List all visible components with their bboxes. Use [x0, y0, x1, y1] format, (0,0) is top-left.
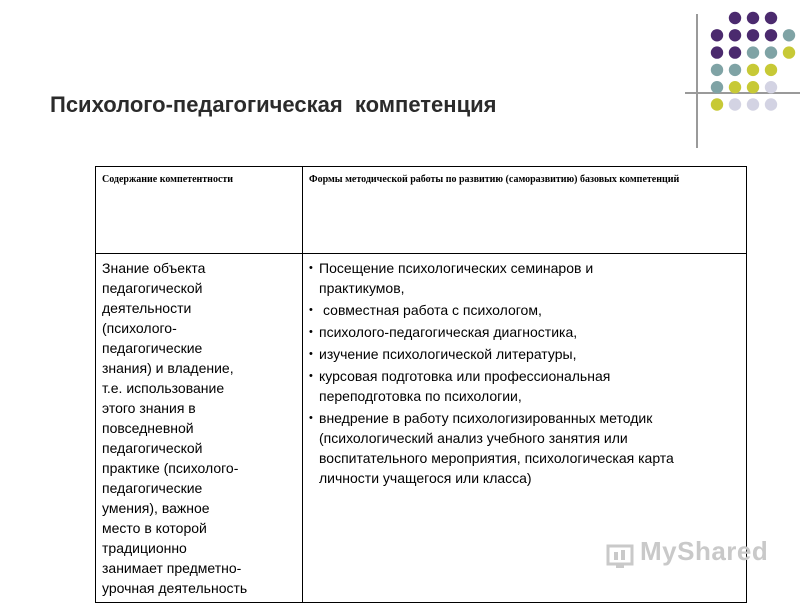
decor-dot	[747, 46, 759, 58]
list-item-line: (психологический анализ учебного занятия или	[319, 430, 628, 446]
list-item-line: • Посещение психологических семинаров и	[319, 260, 594, 276]
header-content: Содержание компетентности	[96, 167, 303, 254]
content-line: педагогические	[102, 480, 203, 496]
competence-content-cell	[96, 254, 303, 603]
decor-dot	[747, 29, 759, 41]
competence-content-text	[102, 258, 296, 598]
decor-dot	[747, 64, 759, 76]
decor-dot	[711, 29, 723, 41]
list-item-line: • совместная работа с психологом,	[323, 302, 542, 318]
content-line: (психолого-	[102, 320, 177, 336]
decor-dot	[747, 81, 759, 93]
content-line: урочная деятельность	[102, 580, 248, 596]
decor-dot	[765, 46, 777, 58]
decor-dot	[711, 98, 723, 110]
list-item-line: • курсовая подготовка или профессиональная	[319, 368, 611, 384]
decor-dot	[765, 64, 777, 76]
watermark: MyShared	[640, 536, 769, 566]
content-line: место в которой	[102, 520, 207, 536]
content-line: деятельности	[102, 300, 192, 316]
decor-dot	[729, 98, 741, 110]
content-line: педагогической	[102, 440, 203, 456]
list-item	[309, 322, 740, 342]
decor-dot	[711, 81, 723, 93]
list-item	[309, 258, 740, 298]
content-line: практике (психолого-	[102, 460, 239, 476]
content-line: традиционно	[102, 540, 187, 556]
content-line: повседневной	[102, 420, 194, 436]
list-item-line: • изучение психологической литературы,	[319, 346, 577, 362]
decor-dot-grid	[0, 0, 800, 140]
decor-dot	[765, 12, 777, 24]
decor-dot	[765, 81, 777, 93]
content-line: педагогической	[102, 280, 203, 296]
content-line: этого знания в	[102, 400, 196, 416]
decor-dot	[765, 29, 777, 41]
list-item-line: практикумов,	[319, 280, 405, 296]
list-item-line: воспитательного мероприятия, психологическая карта	[319, 450, 674, 466]
list-item-line: • психолого-педагогическая диагностика,	[319, 324, 578, 340]
list-item	[309, 344, 740, 364]
content-line: педагогические	[102, 340, 203, 356]
decor-dot	[747, 98, 759, 110]
content-line: умения), важное	[102, 500, 210, 516]
content-line: т.е. использование	[102, 380, 225, 396]
list-item-line: личности учащегося или класса)	[319, 470, 532, 486]
decor-dot	[729, 29, 741, 41]
decor-dot	[729, 64, 741, 76]
table-header-row	[96, 167, 747, 254]
page-title: Психолого-педагогическая компетенция	[50, 92, 497, 117]
decor-dot	[783, 46, 795, 58]
list-item	[309, 408, 740, 488]
decor-dot	[729, 12, 741, 24]
content-line: Знание объекта	[102, 260, 206, 276]
list-item-line: • внедрение в работу психологизированных методик	[319, 410, 653, 426]
decor-dot	[747, 12, 759, 24]
decor-dot	[765, 98, 777, 110]
decor-dot	[783, 29, 795, 41]
list-item-line: переподготовка по психологии,	[319, 388, 522, 404]
forms-list	[309, 258, 740, 488]
list-item	[309, 366, 740, 406]
myshared-logo-icon	[606, 540, 636, 570]
decor-dot	[711, 64, 723, 76]
decor-dot	[729, 81, 741, 93]
decor-dot	[711, 46, 723, 58]
content-line: знания) и владение,	[102, 360, 234, 376]
list-item	[309, 300, 740, 320]
header-forms: Формы методической работы по развитию (саморазвитию) базовых компетенций	[303, 167, 747, 254]
content-line: занимает предметно-	[102, 560, 242, 576]
decor-dot	[729, 46, 741, 58]
